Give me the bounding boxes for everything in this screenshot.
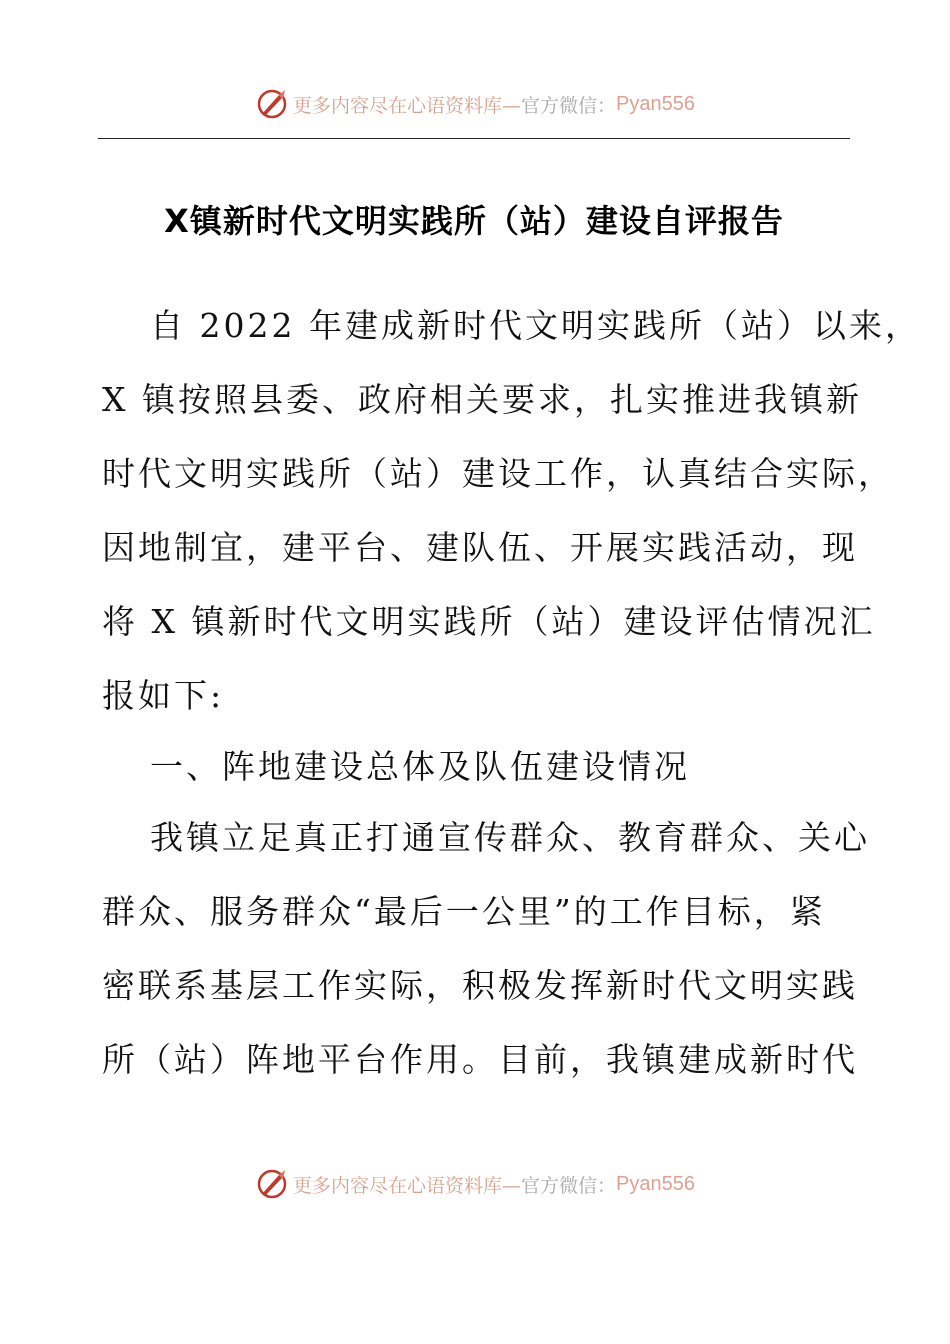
header-watermark — [0, 84, 950, 124]
body-line: 密联系基层工作实际，积极发挥新时代文明实践 — [102, 966, 858, 1005]
quill-pen-icon — [255, 87, 289, 121]
quill-pen-icon — [255, 1167, 289, 1201]
section-heading: 一、阵地建设总体及队伍建设情况 — [150, 747, 690, 786]
watermark-text: 更多内容尽在心语资料库— — [293, 94, 522, 117]
document-title: X镇新时代文明实践所（站）建设自评报告 — [164, 202, 784, 240]
body-line: 时代文明实践所（站）建设工作，认真结合实际， — [102, 454, 894, 493]
body-line: 将 X 镇新时代文明实践所（站）建设评估情况汇 — [102, 602, 876, 641]
body-line: X 镇按照县委、政府相关要求，扎实推进我镇新 — [102, 380, 862, 419]
body-line: 报如下: — [102, 676, 225, 715]
body-line: 我镇立足真正打通宣传群众、教育群众、关心 — [150, 818, 870, 857]
footer-watermark — [0, 1164, 950, 1204]
body-line: 因地制宜，建平台、建队伍、开展实践活动，现 — [102, 528, 858, 567]
header-divider — [98, 138, 850, 139]
body-line: 所（站）阵地平台作用。目前，我镇建成新时代 — [102, 1040, 858, 1079]
body-line: 群众、服务群众“最后一公里”的工作目标，紧 — [102, 892, 826, 931]
watermark-wechat-id: Pyan556 — [616, 1172, 695, 1195]
watermark-wechat-label: 官方微信： — [521, 1174, 617, 1197]
watermark-wechat-id: Pyan556 — [616, 92, 695, 115]
watermark-wechat-label: 官方微信： — [521, 94, 617, 117]
body-line: 自 2022 年建成新时代文明实践所（站）以来， — [150, 306, 921, 345]
watermark-text: 更多内容尽在心语资料库— — [293, 1174, 522, 1197]
